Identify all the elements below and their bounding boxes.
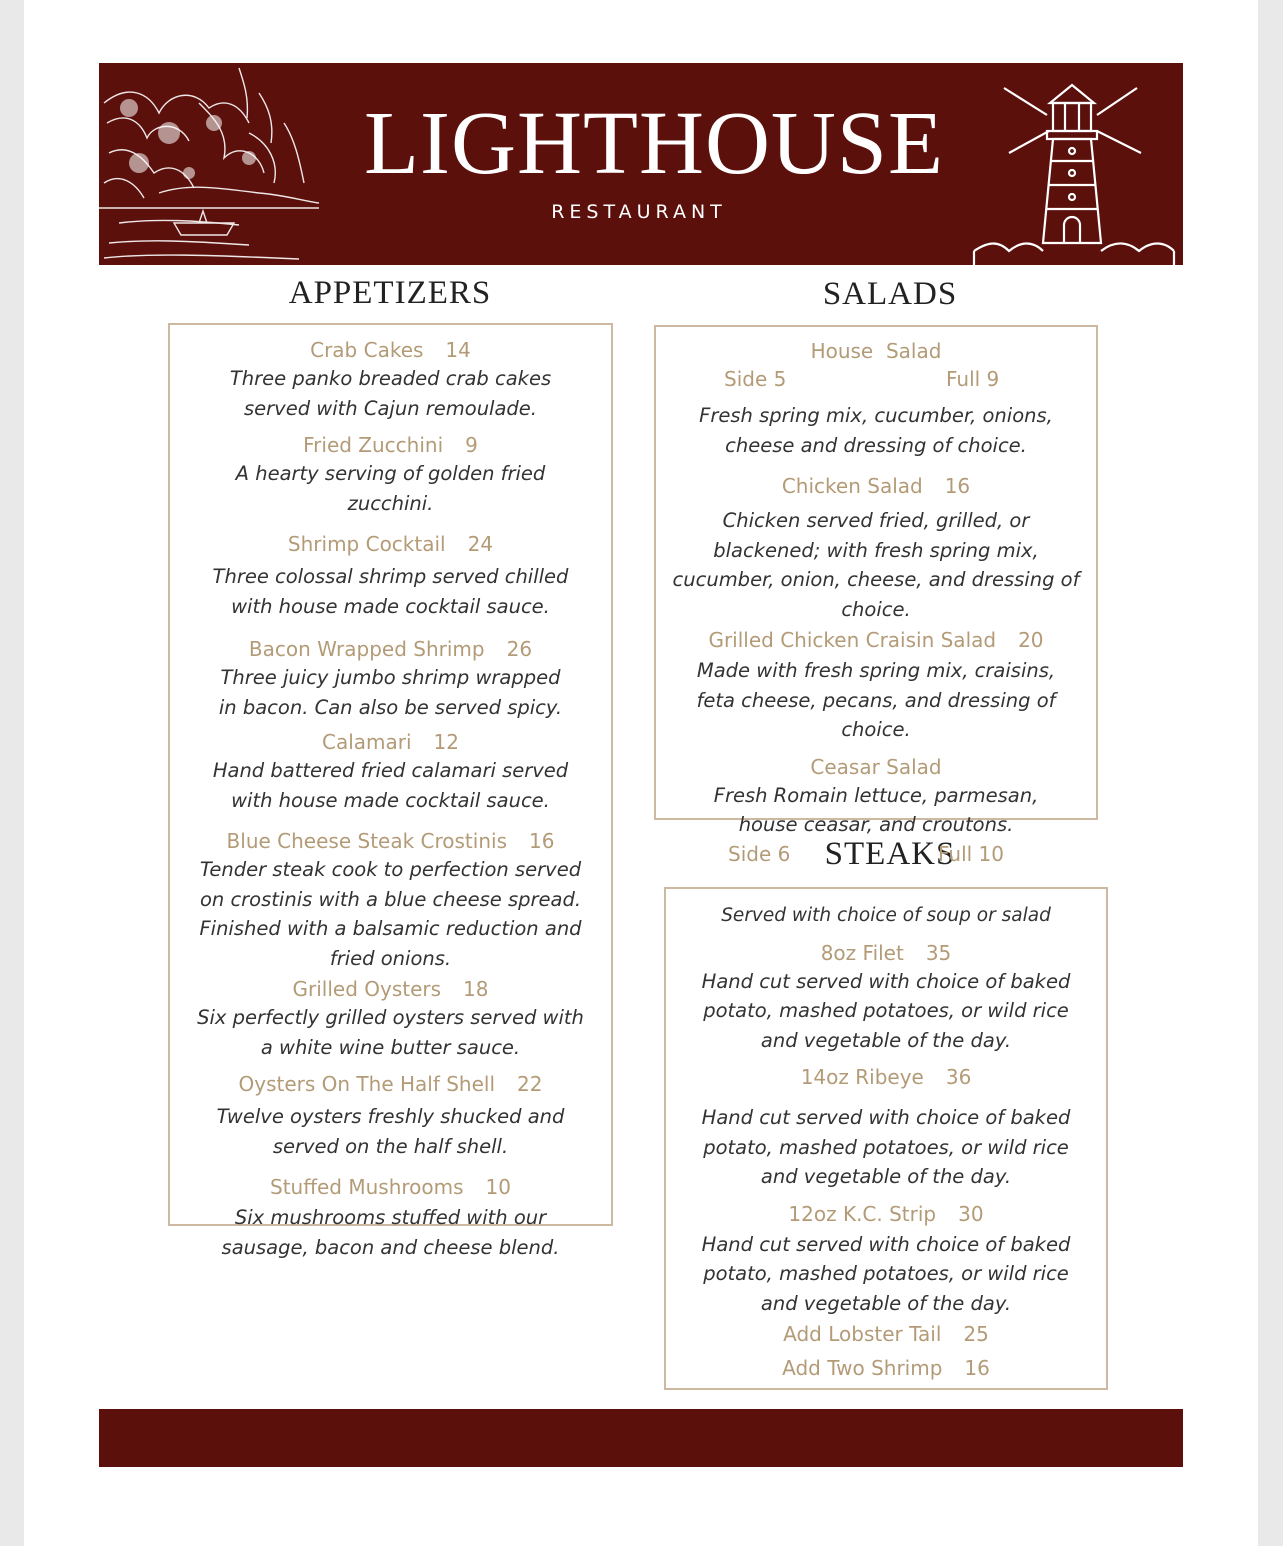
menu-item	[170, 1070, 611, 1161]
salads-heading: SALADS	[822, 276, 958, 312]
menu-item	[656, 472, 1096, 624]
item-description: Three panko breaded crab cakes served with Cajun remoulade.	[229, 367, 552, 420]
steaks-heading: STEAKS	[824, 836, 956, 872]
item-description: Hand battered fried calamari served with house made cocktail sauce.	[212, 759, 569, 812]
menu-item	[666, 1200, 1106, 1319]
footer-banner	[99, 1409, 1183, 1467]
item-name: 8oz Filet	[820, 940, 904, 965]
menu-item	[170, 827, 611, 973]
menu-item	[656, 337, 1096, 460]
item-name: 14oz Ribeye	[800, 1065, 924, 1089]
sketch-coast-icon	[99, 63, 324, 265]
steaks-box	[664, 887, 1108, 1390]
menu-item	[170, 431, 611, 518]
item-description: Chicken served fried, grilled, or blackened; with fresh spring mix, cucumber, onion, cheese, and dressing of choice.	[672, 509, 1080, 621]
item-name: Fried Zucchini	[303, 433, 444, 457]
item-name: Shrimp Cocktail	[287, 532, 446, 556]
restaurant-title: LIGHTHOUSE	[364, 94, 944, 193]
full-price: Full 9	[946, 367, 1000, 391]
item-description: Tender steak cook to perfection served on crostinis with a blue cheese spread. Finished with a balsamic reduction and fried onions.	[199, 858, 582, 970]
item-name: House Salad	[810, 339, 942, 363]
menu-item	[170, 530, 611, 621]
item-price: 9	[465, 433, 478, 457]
item-name: Calamari	[321, 730, 412, 754]
item-description: Three juicy jumbo shrimp wrapped in bacon. Can also be served spicy.	[218, 666, 563, 719]
item-name: Blue Cheese Steak Crostinis	[226, 829, 507, 853]
item-price: 22	[517, 1072, 543, 1096]
menu-item	[170, 336, 611, 423]
full-price: Full 10	[938, 841, 1005, 866]
item-price: 30	[958, 1201, 984, 1226]
item-price: 24	[467, 532, 494, 556]
item-description: Fresh spring mix, cucumber, onions, cheese and dressing of choice.	[699, 404, 1053, 457]
menu-item	[656, 626, 1096, 745]
lighthouse-icon	[969, 73, 1179, 265]
menu-item	[666, 939, 1106, 1056]
item-description: Hand cut served with choice of baked potato, mashed potatoes, or wild rice and vegetable of the day.	[701, 969, 1071, 1052]
item-description: Twelve oysters freshly shucked and served on the half shell.	[216, 1105, 565, 1158]
item-price: 14	[445, 338, 471, 362]
item-name: Oysters On The Half Shell	[238, 1072, 496, 1096]
item-description: Six perfectly grilled oysters served with a white wine butter sauce.	[197, 1006, 584, 1059]
menu-item	[170, 1173, 611, 1262]
addon-item	[666, 1354, 1106, 1382]
item-price: 10	[485, 1175, 511, 1199]
item-price: 16	[944, 474, 971, 498]
side-full-prices	[656, 365, 1096, 395]
item-description: Hand cut served with choice of baked potato, mashed potatoes, or wild rice and vegetable of the day.	[701, 1232, 1071, 1315]
menu-item	[656, 753, 1096, 870]
item-name: Bacon Wrapped Shrimp	[248, 637, 485, 661]
item-price: 12	[433, 730, 459, 754]
item-price: 16	[529, 829, 555, 853]
addon-name: Add Lobster Tail	[783, 1322, 942, 1346]
appetizers-heading: APPETIZERS	[288, 275, 492, 311]
item-name: Grilled Oysters	[292, 977, 442, 1001]
addon-price: 25	[963, 1322, 989, 1346]
addon-price: 16	[964, 1356, 990, 1380]
appetizers-box	[168, 323, 613, 1259]
item-price: 26	[506, 637, 533, 661]
item-price: 35	[925, 940, 952, 965]
header-banner	[99, 63, 1183, 265]
item-name: Crab Cakes	[310, 338, 424, 362]
item-description: Three colossal shrimp served chilled with house made cocktail sauce.	[212, 565, 569, 618]
item-name: Grilled Chicken Craisin Salad	[708, 628, 997, 652]
item-description: Hand cut served with choice of baked potato, mashed potatoes, or wild rice and vegetable of the day.	[701, 1106, 1071, 1188]
item-description: A hearty serving of golden fried zucchini.	[235, 462, 546, 515]
side-price: Side 6	[728, 841, 791, 866]
item-description: Made with fresh spring mix, craisins, feta cheese, pecans, and dressing of choice.	[696, 659, 1056, 741]
item-description: Six mushrooms stuffed with our sausage, bacon and cheese blend.	[221, 1206, 560, 1259]
menu-item	[170, 635, 611, 722]
item-price: 18	[463, 977, 489, 1001]
item-description: Fresh Romain lettuce, parmesan, house ceasar, and croutons.	[713, 783, 1039, 836]
item-name: 12oz K.C. Strip	[788, 1201, 937, 1226]
item-name: Chicken Salad	[781, 474, 923, 498]
side-full-prices	[656, 840, 1096, 870]
item-name: Stuffed Mushrooms	[270, 1175, 464, 1199]
addon-name: Add Two Shrimp	[782, 1356, 943, 1380]
addon-item	[666, 1320, 1106, 1348]
item-price: 36	[945, 1065, 972, 1089]
restaurant-subtitle: RESTAURANT	[551, 201, 727, 223]
item-price: 20	[1018, 628, 1044, 652]
steaks-note: Served with choice of soup or salad	[721, 905, 1051, 926]
menu-item	[170, 975, 611, 1062]
menu-item	[666, 1063, 1106, 1192]
menu-item	[170, 728, 611, 815]
item-name: Ceasar Salad	[810, 754, 942, 779]
side-price: Side 5	[724, 367, 787, 391]
